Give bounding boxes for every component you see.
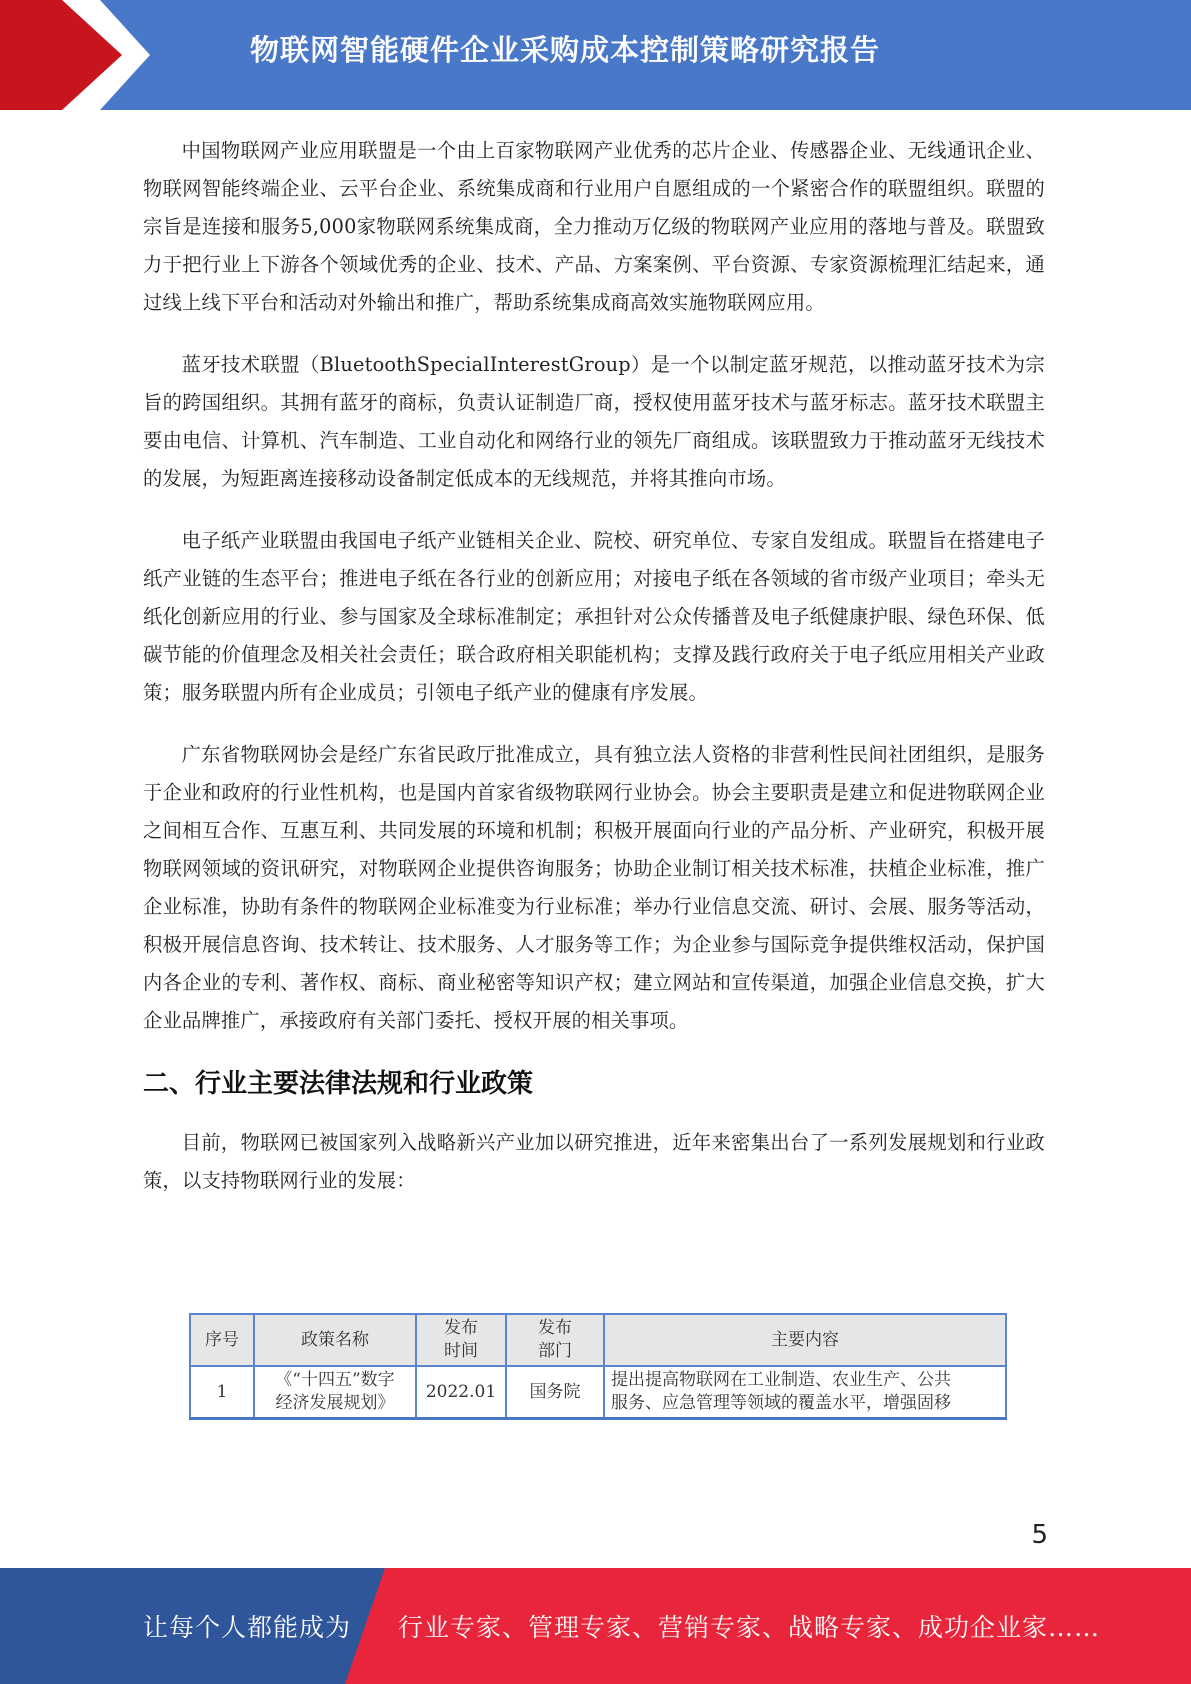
footer-slogan-left: 让每个人都能成为: [143, 1613, 352, 1642]
header-release-dept: [506, 1314, 604, 1366]
page-number: 5: [1031, 1520, 1048, 1550]
header-dept-line2: 部门: [538, 1341, 572, 1361]
report-title: 物联网智能硬件企业采购成本控制策略研究报告: [250, 33, 881, 67]
content-line1: 提出提高物联网在工业制造、农业生产、公共: [611, 1370, 951, 1390]
content-line2: 服务、应急管理等领域的覆盖水平，增强固移: [611, 1393, 951, 1413]
paragraph-iot-alliance: 中国物联网产业应用联盟是一个由上百家物联网产业优秀的芯片企业、传感器企业、无线通讯企业、物联网智能终端企业、云平台企业、系统集成商和行业用户自愿组成的一个紧密合作的联盟组织。联盟的宗旨是连接和服务5,000家物联网系统集成商，全力推动万亿级的物联网产业应用的落地与普及。联盟致力于把行业上下游各个领域优秀的企业、技术、产品、方案案例、平台资源、专家资源梳理汇结起来，通过线上线下平台和活动对外输出和推广，帮助系统集成商高效实施物联网应用。: [143, 139, 1045, 314]
footer-slogan-right: 行业专家、管理专家、营销专家、战略专家、成功企业家……: [398, 1613, 1101, 1642]
header-release-date: [416, 1314, 506, 1366]
section-intro: 目前，物联网已被国家列入战略新兴产业加以研究推进，近年来密集出台了一系列发展规划和行业政策，以支持物联网行业的发展：: [143, 1131, 1045, 1192]
table-header-row: [190, 1314, 1006, 1366]
paragraph-bluetooth-sig: 蓝牙技术联盟（BluetoothSpecialInterestGroup）是一个以制定蓝牙规范，以推动蓝牙技术为宗旨的跨国组织。其拥有蓝牙的商标，负责认证制造厂商，授权使用蓝牙技术与蓝牙标志。蓝牙技术联盟主要由电信、计算机、汽车制造、工业自动化和网络行业的领先厂商组成。该联盟致力于推动蓝牙无线技术的发展，为短距离连接移动设备制定低成本的无线规范，并将其推向市场。: [143, 353, 1045, 490]
header-policy-name: 政策名称: [254, 1314, 416, 1366]
policy-name-line2: 经济发展规划》: [275, 1393, 395, 1413]
document-body: [143, 132, 1045, 1224]
header-date-line2: 时间: [444, 1341, 478, 1361]
cell-policy-name: [254, 1366, 416, 1419]
policy-name-line1: 《“十四五”数字: [275, 1370, 395, 1390]
header-date-line1: 发布: [444, 1318, 478, 1338]
header-dept-line1: 发布: [538, 1318, 572, 1338]
page-header: [0, 0, 1191, 110]
header-main-content: 主要内容: [604, 1314, 1006, 1366]
paragraph-guangdong-iot: 广东省物联网协会是经广东省民政厅批准成立，具有独立法人资格的非营利性民间社团组织，是服务于企业和政府的行业性机构，也是国内首家省级物联网行业协会。协会主要职责是建立和促进物联网企业之间相互合作、互惠互利、共同发展的环境和机制；积极开展面向行业的产品分析、产业研究，积极开展物联网领域的资讯研究，对物联网企业提供咨询服务；协助企业制订相关技术标准，扶植企业标准，推广企业标准，协助有条件的物联网企业标准变为行业标准；举办行业信息交流、研讨、会展、服务等活动，积极开展信息咨询、技术转让、技术服务、人才服务等工作；为企业参与国际竞争提供维权活动，保护国内各企业的专利、著作权、商标、商业秘密等知识产权；建立网站和宣传渠道，加强企业信息交换，扩大企业品牌推广，承接政府有关部门委托、授权开展的相关事项。: [143, 743, 1045, 1032]
cell-content: [604, 1366, 1006, 1419]
policy-table: [189, 1313, 1007, 1420]
cell-date: 2022.01: [416, 1366, 506, 1419]
table-row: [190, 1366, 1006, 1419]
cell-dept: 国务院: [506, 1366, 604, 1419]
cell-no: 1: [190, 1366, 254, 1419]
header-no: 序号: [190, 1314, 254, 1366]
section-heading: 二、行业主要法律法规和行业政策: [143, 1069, 534, 1099]
page-footer: [0, 1568, 1191, 1684]
paragraph-epaper-alliance: 电子纸产业联盟由我国电子纸产业链相关企业、院校、研究单位、专家自发组成。联盟旨在搭建电子纸产业链的生态平台；推进电子纸在各行业的创新应用；对接电子纸在各领域的省市级产业项目；牵头无纸化创新应用的行业、参与国家及全球标准制定；承担针对公众传播普及电子纸健康护眼、绿色环保、低碳节能的价值理念及相关社会责任；联合政府相关职能机构；支撑及践行政府关于电子纸应用相关产业政策；服务联盟内所有企业成员；引领电子纸产业的健康有序发展。: [143, 529, 1045, 704]
